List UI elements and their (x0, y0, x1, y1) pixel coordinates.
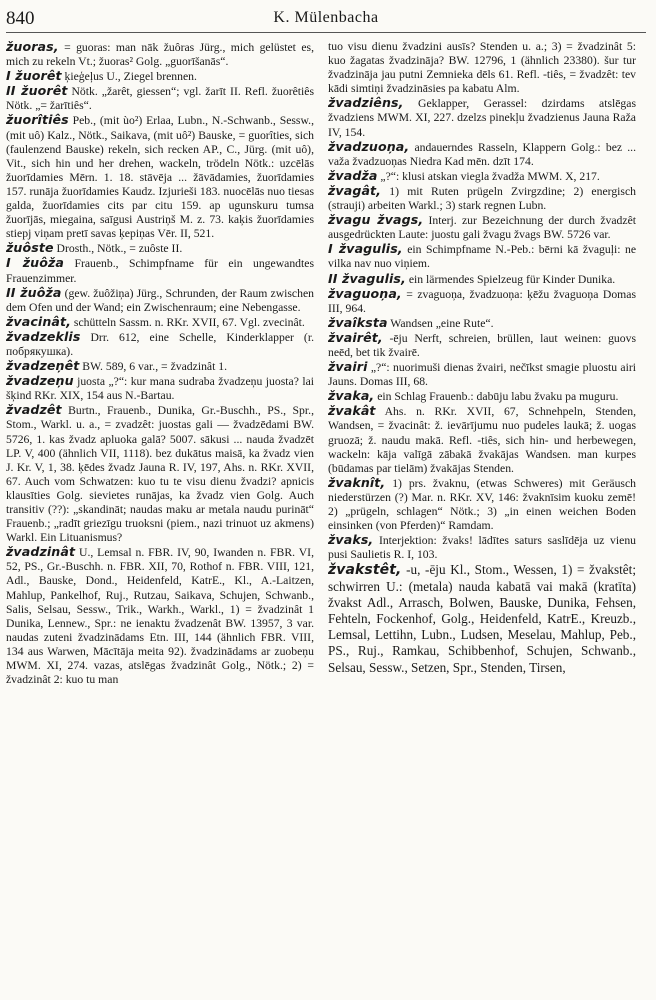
dictionary-entry (328, 213, 636, 242)
page-header (6, 6, 646, 33)
dictionary-entry (6, 241, 314, 256)
entry-headword: žvadzeklis (6, 328, 81, 344)
entry-text: 1) prs. žvaknu, (etwas Schweres) mit Geräusch niederstürzen (?) Mar. n. RKr. XV, 146: žvaknīsim kuoku zemē! 2) „prügeln, schlagen“ Nötk.; 3) „in einen weichen Boden einsinken (von Pferden)“ Ramdam. (328, 476, 636, 533)
entry-headword: žvagât, (328, 182, 382, 198)
dictionary-entry (6, 403, 314, 545)
entry-text: ein Schimpfname N.-Peb.: bērni kā žvaguļi: ne vilka nav nuo viņiem. (328, 243, 636, 271)
entry-text: (gew. žuôžiņa) Jürg., Schrunden, der Raum zwischen dem Ofen und der Wand; ein Zwischenraum; eine Nebengasse. (6, 286, 314, 314)
dictionary-entry (6, 315, 314, 330)
entry-headword: žvadziêns, (328, 95, 404, 111)
dictionary-entry (6, 374, 314, 403)
entry-headword: žvadzêt (6, 402, 62, 418)
dictionary-entry (6, 286, 314, 315)
dictionary-entry (6, 359, 314, 374)
entry-text: -u, -ēju Kl., Stom., Wessen, 1) = žvakstêt; schwirren U.: (metala) nauda kabatā vai makā (kratīta) žvakst Adl., Arrasch, Bolwen, Bauske, Dunika, Fehsen, Fehteln, Fockenhof, Golg., Heidenfeld, KatrE., Kreuzb., Lemsal, Lettihn, Lubn., Ludsen, Meselau, Mahlup, Peb., PS., Ruj., Ramkau, Schibbenhof, Schujen, Schwanb., Selsau, Sessw., Setzen, Spr., Stenden, Tirsen, (328, 562, 636, 675)
entry-text: Peb., (mit ùo²) Erlaa, Lubn., N.-Schwanb., Sessw., (mit uô) Kalz., Nötk., Saikava, (mit uô²) Bauske, = guorîties, sich (faulenzend Bauske) rekeln, sich recken AP., C., Jürg. (mit uô), Vit., sich hin und her drehen, wackeln, trödeln Nötk.: uzcēlās žuorīdamies Mērn. 1. 18. stāvēja ... žāvādamies, žuorīdamies 157. runāja žuorīdamies Kaudz. Izjurieši 183. nuocēlās nuo tiesas galda, žuorīdamies cits par citu 159. ap ugunskuru tumsa žuorījās, miegaina, saīgusi Austriņš M. z. 73. kaķis žuorīdamies stiepj viņam pretī savas ķepiņas Vēr. II, 521. (6, 114, 314, 241)
entry-headword: žvadzuoņa, (328, 138, 410, 154)
entry-text: schütteln Sassm. n. RKr. XVII, 67. Vgl. zvecinât. (73, 315, 305, 329)
two-column-body (6, 40, 646, 998)
entry-headword: žvairêt, (328, 329, 383, 345)
entry-text: Interj. zur Bezeichnung der durch žvadzêt ausgedrückten Laute: juostu gali žvagu žvags BW. 5726 var. (328, 214, 636, 242)
entry-text: ķieģeļus U., Ziegel brennen. (64, 70, 197, 84)
entry-headword: žvagu žvags, (328, 212, 424, 228)
running-title: K. Mülenbacha (273, 9, 379, 26)
entry-headword: žvadzinât (6, 544, 76, 560)
entry-text: Wandsen „eine Rute“. (390, 316, 494, 330)
entry-headword: II žuôža (6, 284, 62, 300)
right-column (328, 40, 636, 998)
entry-text: = guoras: man nāk žuôras Jürg., mich gelüstet es, mich zu rekeln Vt.; žuoras² Golg. „guorīšanās“. (6, 41, 314, 69)
dictionary-entry (328, 331, 636, 360)
dictionary-entry (328, 272, 636, 287)
entry-text: ein lärmendes Spielzeug für Kinder Dunika. (408, 272, 616, 286)
entry-headword: I žvagulis, (328, 241, 403, 257)
entry-text: Burtn., Frauenb., Dunika, Gr.-Buschh., PS., Spr., Stom., Warkl. u. a., = zvadzêt: juostas gali — žvadzēdami BW. 5726, 1. kas žvadz apluoka galā? 5007. sākusi ... nauda žvadzēt LP. V, 400 (ähnlich VII, 1118). bez dukātus maisā, ka žvadz vien J. Kr. V, 1, 38. ķēdes žvadz Jauna R. IV, 197, Ahs. n. RKr. XVII, 67. Auch vom Schwatzen: kuo tu te visu dienu žvadzi? apnicis klausīties Golg. sievietes runājas, ka žvadz vien Golg. Auch transitiv (??): „skandināt; naudas maku ar metala naudu purināt“ Frauenb.; „radīt griezīgu truoksni (piem., nazi trinuot uz akmens) Warkl. Ein Lituanismus? (6, 404, 314, 545)
entry-headword: II žuorêt (6, 83, 68, 99)
entry-headword: II žvagulis, (328, 270, 406, 286)
dictionary-entry (328, 316, 636, 331)
dictionary-entry (6, 330, 314, 359)
entry-text: Nötk. „žarêt, giessen“; vgl. žarīt II. Refl. žuorêtiês Nötk. „= žarītiês“. (6, 85, 314, 113)
dictionary-entry (328, 562, 636, 675)
entry-headword: žvaîksta (328, 314, 388, 330)
dictionary-entry (328, 360, 636, 389)
entry-text: BW. 589, 6 var., = žvadzinât 1. (82, 360, 228, 374)
dictionary-entry (328, 40, 636, 96)
left-column (6, 40, 314, 998)
dictionary-entry (6, 545, 314, 687)
entry-headword: žvaguoņa, (328, 285, 402, 301)
entry-headword: žvaknît, (328, 474, 386, 490)
dictionary-entry (328, 96, 636, 139)
dictionary-entry (328, 389, 636, 404)
entry-headword: žvadzeņêt (6, 358, 80, 374)
entry-headword: I žuorêt (6, 68, 62, 84)
entry-text: Frauenb., Schimpfname für ein ungewandtes Frauenzimmer. (6, 257, 314, 285)
page-number: 840 (6, 8, 35, 29)
entry-headword: žuôste (6, 240, 54, 256)
dictionary-entry (328, 169, 636, 184)
entry-headword: žuorîtiês (6, 112, 69, 128)
dictionary-entry (6, 40, 314, 69)
entry-headword: žvakât (328, 403, 376, 419)
entry-headword: žvacinât, (6, 313, 71, 329)
entry-text: Drosth., Nötk., = zuôste II. (56, 242, 183, 256)
entry-headword: žvadža (328, 167, 378, 183)
entry-headword: žuoras, (6, 40, 59, 54)
dictionary-entry (328, 242, 636, 271)
entry-headword: žvaka, (328, 388, 375, 404)
dictionary-entry (328, 287, 636, 316)
entry-headword: žvakstêt, (328, 562, 402, 579)
dictionary-entry (6, 256, 314, 285)
dictionary-entry (328, 533, 636, 562)
entry-text: Interjektion: žvaks! lādītes saturs saslīdēja uz vienu pusi Saulietis R. I, 103. (328, 534, 636, 562)
entry-text: Drr. 612, eine Schelle, Kinderklapper (r. побрякушка). (6, 330, 314, 358)
dictionary-entry (328, 476, 636, 533)
entry-text: andauerndes Rasseln, Klappern Golg.: bez ... važa žvadzuoņas Niedra Kad mēn. dzīt 174. (328, 140, 636, 168)
entry-headword: žvairi (328, 359, 368, 375)
entry-headword: žvadzeņu (6, 373, 74, 389)
entry-text: Geklapper, Gerassel: dzirdams atslēgas žvadziens MWM. XI, 227. dzelzs pinekļu žvadzienus Jauna Raža IV, 154. (328, 97, 636, 139)
entry-text: U., Lemsal n. FBR. IV, 90, Iwanden n. FBR. VI, 52, PS., Gr.-Buschh. n. FBR. XII, 70, Rothof n. FBR. VIII, 121, Adl., Bauske, Dond., Heidenfeld, KatrE., Kl., A.-Laitzen, Mahlup, Pankelhof, Ruj., Rutzau, Saikava, Schujen, Schwanb., Salis, Selsau, Sessw., Trik., Warkh., Warkl., 1) = žvadzinât 1 Dunika, Lennew., Spr.: ne ienaktu žvadzenât BW. 13957, 3 var. naudas zuteni žvadzinādams Etn. III, 144 (ähnlich FBR. VIII, 134 aus Warwen, Mācītāja meita 92). žvadzinādams ar zuobeņu MWM. XI, 274. vazas, atslēgas žvadzinât Golg., Nötk.; 2) = žvadzinât 2: kuo tu man (6, 546, 314, 687)
entry-text: „?“: klusi atskan viegla žvadža MWM. X, 217. (380, 169, 600, 183)
dictionary-entry (328, 404, 636, 475)
dictionary-entry (328, 140, 636, 169)
dictionary-entry (6, 84, 314, 113)
entry-headword: žvaks, (328, 532, 374, 548)
dictionary-entry (6, 69, 314, 84)
entry-text: = zvaguoņa, žvadzuoņa: ķēžu žvaguoņa Domas III, 964. (328, 287, 636, 315)
entry-text: juosta „?“: kur mana sudraba žvadzeņu juosta? lai šķind RKr. XIX, 154 aus N.-Bartau. (6, 375, 314, 403)
entry-text: „?“: nuorimuši dienas žvairi, nečīkst smagie pluostu airi Jauns. Domas III, 68. (328, 361, 636, 389)
dictionary-entry (6, 113, 314, 241)
entry-text: 1) mit Ruten prügeln Zvirgzdine; 2) energisch (strauji) arbeiten Warkl.; 3) stark regnen Lubn. (328, 184, 636, 213)
dictionary-entry (328, 184, 636, 213)
entry-text: ein Schlag Frauenb.: dabūju labu žvaku pa muguru. (377, 390, 619, 404)
entry-text: Ahs. n. RKr. XVII, 67, Schnehpeln, Stenden, Wandsen, = žvacinât: ž. ievārījumu nuo pudeles laukā; ž. uogas gruozā; ž. naudu makā. Refl. -tiês, sich hin- und herbewegen, wackeln: kāja valīgā zābakā žvakājas Wandsen. man kurpes (būdamas par tielām) žvakājas Stenden. (328, 405, 636, 475)
entry-text: -ēju Nerft, schreien, brüllen, laut weinen: guovs neēd, bet tik žvairē. (328, 331, 636, 359)
entry-headword: I žuôža (6, 255, 65, 271)
entry-text: tuo visu dienu žvadzini ausīs? Stenden u. a.; 3) = žvadzinât 5: kuo žagatas žvadzināja? BW. 12796, 1 (ähnlich 23380). šur tur žvadzināja jau putni Zemnieka dēls 61. Refl. -tiês, = žvadzêt: tev kādi simtiņi žvadzināsies pa kabatu Alm. (328, 40, 636, 96)
